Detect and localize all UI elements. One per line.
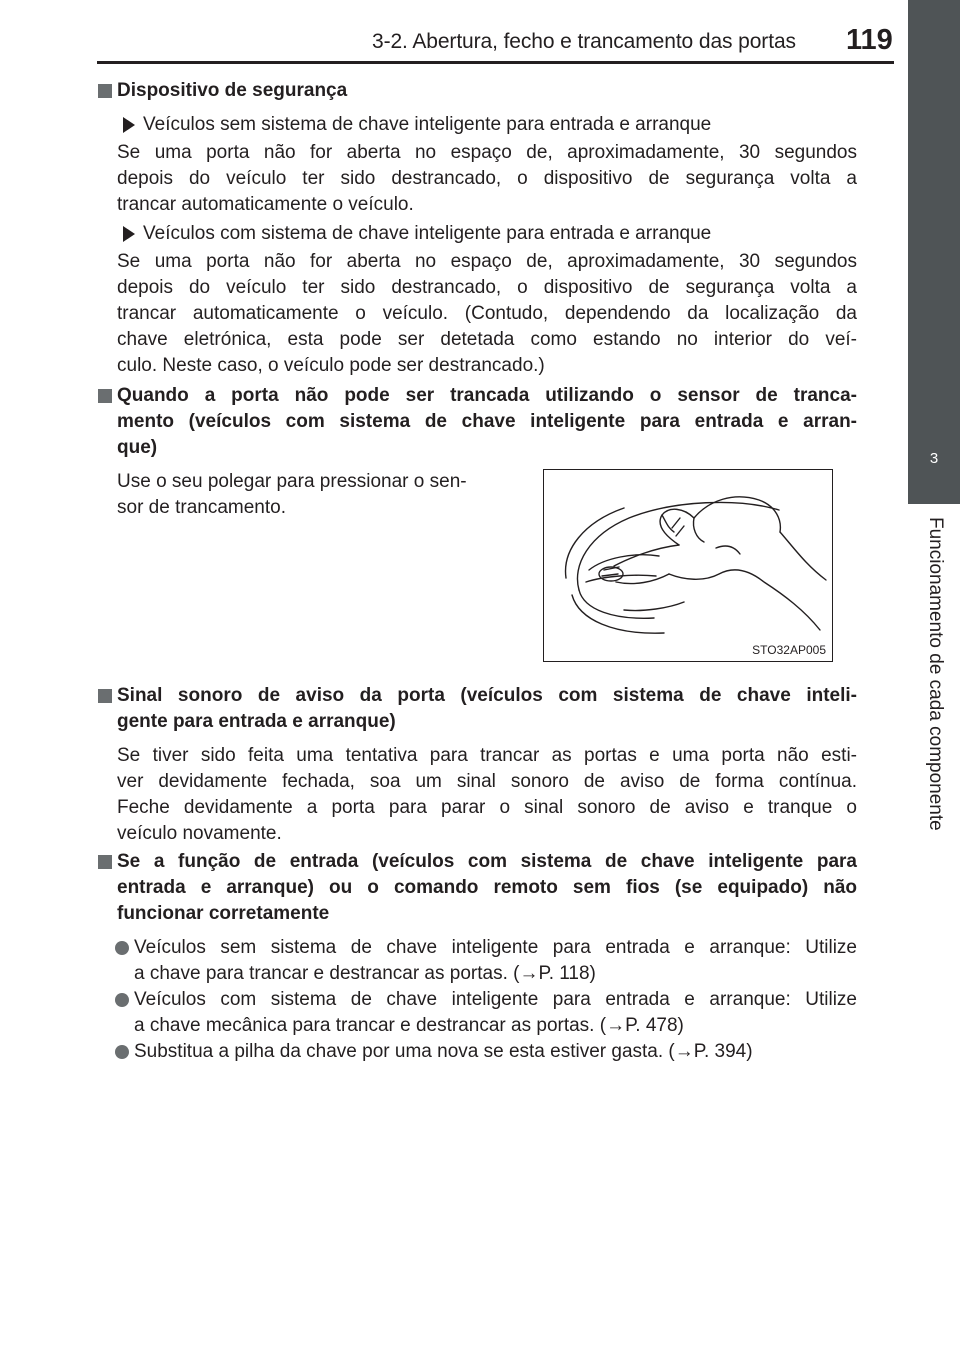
body-line: trancar automaticamente o veículo. [117, 194, 414, 215]
body-line: ver devidamente fechada, soa um sinal sonoro de aviso de forma contínua. [117, 771, 857, 792]
bullet-text: Substitua a pilha da chave por uma nova se esta estiver gasta. (→P. 394) [134, 1041, 753, 1062]
chapter-title: Funcionamento de cada componente [925, 517, 946, 831]
body-line: culo. Neste caso, o veículo pode ser destrancado.) [117, 355, 545, 376]
section-heading: gente para entrada e arranque) [117, 711, 396, 732]
chapter-side-tab [908, 0, 960, 1360]
subsection-label: Veículos com sistema de chave inteligente para entrada e arranque [143, 223, 712, 244]
body-line: Use o seu polegar para pressionar o sen- [117, 471, 467, 492]
page-number: 119 [846, 24, 893, 56]
bullet-text: a chave mecânica para trancar e destrancar as portas. (→P. 478) [134, 1015, 684, 1036]
body-line: Feche devidamente a porta para parar o sinal sonoro de aviso e tranque o [117, 797, 857, 818]
section-title: 3-2. Abertura, fecho e trancamento das portas [372, 30, 796, 53]
section-heading: funcionar corretamente [117, 903, 330, 924]
triangle-bullet-icon [123, 117, 135, 133]
section-heading: Quando a porta não pode ser trancada utilizando o sensor de tranca- [117, 385, 857, 406]
body-line: sor de trancamento. [117, 497, 286, 518]
body-line: depois do veículo ter sido destrancado, o dispositivo de segurança volta a [117, 277, 857, 298]
side-tab-bar [908, 0, 960, 424]
bullet-text: Veículos sem sistema de chave inteligente para entrada e arranque: Utilize [134, 937, 857, 958]
bullet-dot-icon [115, 941, 129, 955]
door-handle-thumb-drawing [544, 470, 831, 660]
section-heading: Sinal sonoro de aviso da porta (veículos com sistema de chave inteli- [117, 685, 857, 706]
bullet-dot-icon [115, 1045, 129, 1059]
body-line: depois do veículo ter sido destrancado, o dispositivo de segurança volta a [117, 168, 857, 189]
body-line: trancar automaticamente o veículo. (Contudo, dependendo da localização da [117, 303, 857, 324]
subsection-label: Veículos sem sistema de chave inteligente para entrada e arranque [143, 114, 712, 135]
bullet-text: Veículos com sistema de chave inteligente para entrada e arranque: Utilize [134, 989, 857, 1010]
body-line: Se tiver sido feita uma tentativa para trancar as portas e uma porta não esti- [117, 745, 857, 766]
section-heading: Se a função de entrada (veículos com sistema de chave inteligente para [117, 851, 857, 872]
bullet-dot-icon [115, 993, 129, 1007]
body-line: chave eletrónica, esta pode ser detetada como estando no interior do veí- [117, 329, 857, 350]
section-square-icon [98, 689, 112, 703]
section-heading: Dispositivo de segurança [117, 80, 348, 101]
triangle-bullet-icon [123, 226, 135, 242]
body-line: Se uma porta não for aberta no espaço de, aproximadamente, 30 segundos [117, 251, 857, 272]
section-heading: mento (veículos com sistema de chave inteligente para entrada e arran- [117, 411, 857, 432]
section-square-icon [98, 855, 112, 869]
figure-code: STO32AP005 [752, 643, 826, 657]
bullet-text: a chave para trancar e destrancar as portas. (→P. 118) [134, 963, 596, 984]
section-square-icon [98, 389, 112, 403]
chapter-number: 3 [929, 450, 939, 467]
section-square-icon [98, 84, 112, 98]
body-line: veículo novamente. [117, 823, 282, 844]
door-sensor-illustration [543, 469, 833, 662]
section-heading: que) [117, 437, 158, 458]
body-line: Se uma porta não for aberta no espaço de, aproximadamente, 30 segundos [117, 142, 857, 163]
section-heading: entrada e arranque) ou o comando remoto sem fios (se equipado) não [117, 877, 857, 898]
